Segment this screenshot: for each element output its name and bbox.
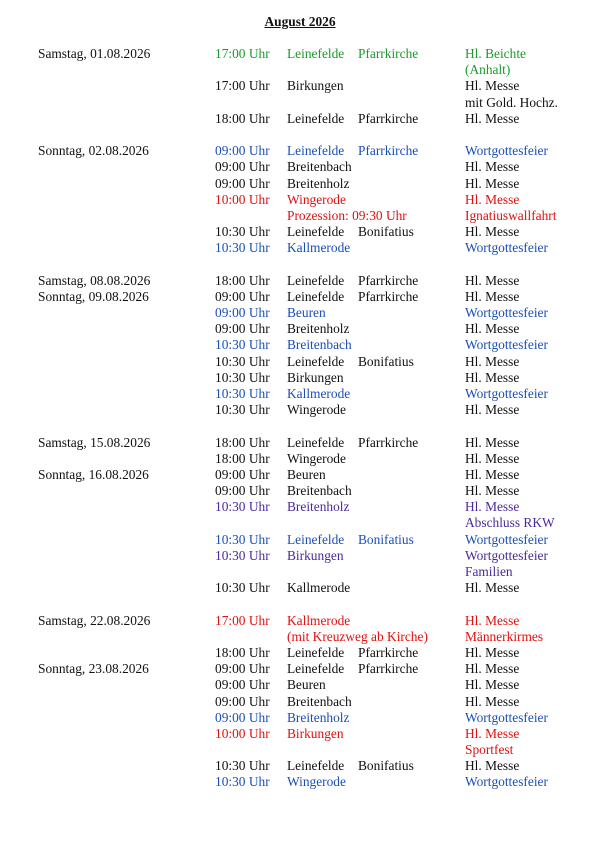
church-cell: Pfarrkirche — [358, 661, 419, 677]
place-cell: Kallmerode — [287, 580, 351, 596]
time-cell: 09:00 Uhr — [215, 159, 270, 175]
service-cell: Wortgottesfeier — [465, 531, 548, 547]
service-cell: Hl. Messe — [465, 402, 520, 418]
service-cell: mit Gold. Hochz. — [465, 94, 558, 110]
time-cell: 10:00 Uhr — [215, 725, 270, 741]
service-cell: Wortgottesfeier — [465, 385, 548, 401]
date-cell: Sonntag, 23.08.2026 — [38, 661, 149, 677]
section-gap — [0, 596, 600, 612]
schedule-line — [0, 515, 600, 531]
time-cell: 18:00 Uhr — [215, 644, 270, 660]
service-cell: Wortgottesfeier — [465, 774, 548, 790]
time-cell: 18:00 Uhr — [215, 272, 270, 288]
place-cell: Breitenbach — [287, 159, 352, 175]
church-cell: Pfarrkirche — [358, 434, 419, 450]
time-cell: 09:00 Uhr — [215, 305, 270, 320]
place-cell: Beuren — [287, 677, 326, 693]
date-cell: Sonntag, 02.08.2026 — [38, 143, 149, 159]
place-cell: Leinefelde — [287, 644, 345, 660]
schedule-line — [0, 710, 600, 726]
service-cell: Hl. Messe — [465, 159, 520, 175]
place-cell: Leinefelde — [287, 224, 345, 240]
service-cell: Hl. Messe — [465, 78, 520, 94]
place-cell: Breitenbach — [287, 483, 352, 499]
schedule-line — [0, 451, 600, 467]
time-cell: 10:30 Uhr — [215, 531, 270, 547]
service-cell: Hl. Messe — [465, 175, 520, 191]
service-cell: Wortgottesfeier — [465, 547, 548, 563]
time-cell: 09:00 Uhr — [215, 693, 270, 709]
service-cell: Hl. Messe — [465, 758, 520, 774]
place-cell: Birkungen — [287, 369, 344, 385]
time-cell: 18:00 Uhr — [215, 450, 270, 466]
place-cell: Breitenbach — [287, 337, 352, 353]
service-cell: Wortgottesfeier — [465, 240, 548, 256]
time-cell: 10:30 Uhr — [215, 547, 270, 563]
place-cell: Wingerode — [287, 191, 346, 207]
church-cell: Bonifatius — [358, 353, 414, 369]
time-cell: 10:30 Uhr — [215, 499, 270, 515]
schedule-line — [0, 742, 600, 758]
time-cell: 17:00 Uhr — [215, 78, 270, 94]
place-cell: Breitenbach — [287, 693, 352, 709]
schedule-line — [0, 176, 600, 192]
time-cell: 09:00 Uhr — [215, 288, 270, 304]
service-cell: Hl. Messe — [465, 450, 520, 466]
service-cell: Wortgottesfeier — [465, 305, 548, 320]
time-cell: 09:00 Uhr — [215, 143, 270, 159]
schedule-line — [0, 224, 600, 240]
place-cell: Leinefelde — [287, 288, 345, 304]
time-cell: 09:00 Uhr — [215, 483, 270, 499]
place-cell: Kallmerode — [287, 240, 351, 256]
schedule-line — [0, 159, 600, 175]
time-cell: 09:00 Uhr — [215, 466, 270, 482]
schedule-line — [0, 337, 600, 353]
time-cell: 10:30 Uhr — [215, 402, 270, 418]
service-cell: Ignatiuswallfahrt — [465, 207, 557, 223]
time-cell: 10:30 Uhr — [215, 774, 270, 790]
service-cell: Hl. Messe — [465, 191, 520, 207]
schedule-line — [0, 62, 600, 78]
time-cell: 09:00 Uhr — [215, 709, 270, 725]
service-cell: Hl. Messe — [465, 369, 520, 385]
schedule-line — [0, 402, 600, 418]
time-cell: 10:30 Uhr — [215, 369, 270, 385]
date-cell: Samstag, 08.08.2026 — [38, 272, 151, 288]
schedule-line — [0, 354, 600, 370]
time-cell: 10:30 Uhr — [215, 240, 270, 256]
schedule-line — [0, 289, 600, 305]
place-cell: Breitenholz — [287, 709, 350, 725]
church-cell: Bonifatius — [358, 758, 414, 774]
section-gap — [0, 127, 600, 143]
schedule-line — [0, 677, 600, 693]
service-cell: Hl. Messe — [465, 677, 520, 693]
service-cell: Hl. Messe — [465, 353, 520, 369]
time-cell: 10:00 Uhr — [215, 191, 270, 207]
church-cell: Pfarrkirche — [358, 143, 419, 159]
place-cell: Leinefelde — [287, 661, 345, 677]
place-cell: Leinefelde — [287, 353, 345, 369]
schedule-line — [0, 499, 600, 515]
service-cell: Hl. Messe — [465, 224, 520, 240]
service-cell: Wortgottesfeier — [465, 143, 548, 159]
date-cell: Samstag, 01.08.2026 — [38, 46, 151, 61]
schedule-line — [0, 467, 600, 483]
service-cell: Hl. Messe — [465, 110, 520, 126]
place-cell: Leinefelde — [287, 531, 345, 547]
church-cell: Pfarrkirche — [358, 272, 419, 288]
schedule-line — [0, 321, 600, 337]
service-cell: Hl. Messe — [465, 434, 520, 450]
schedule-line — [0, 661, 600, 677]
place-cell: Breitenholz — [287, 499, 350, 515]
service-cell: Hl. Messe — [465, 725, 520, 741]
schedule-line — [0, 143, 600, 159]
church-cell: Bonifatius — [358, 531, 414, 547]
place-cell: Kallmerode — [287, 612, 351, 628]
schedule-line — [0, 694, 600, 710]
service-cell: Abschluss RKW — [465, 515, 555, 531]
church-cell: Pfarrkirche — [358, 110, 419, 126]
service-cell: Sportfest — [465, 742, 514, 758]
place-cell: Leinefelde — [287, 110, 345, 126]
schedule-line — [0, 46, 600, 62]
time-cell: 09:00 Uhr — [215, 677, 270, 693]
time-cell: 10:30 Uhr — [215, 337, 270, 353]
service-cell: Hl. Beichte — [465, 46, 526, 61]
schedule-line — [0, 95, 600, 111]
schedule-line — [0, 483, 600, 499]
time-cell: 10:30 Uhr — [215, 224, 270, 240]
place-cell: Wingerode — [287, 402, 346, 418]
service-cell: Hl. Messe — [465, 612, 520, 628]
place-cell: Beuren — [287, 305, 326, 320]
service-cell: (Anhalt) — [465, 62, 511, 78]
schedule-line — [0, 613, 600, 629]
service-cell: Hl. Messe — [465, 693, 520, 709]
schedule-line — [0, 548, 600, 564]
schedule-line — [0, 111, 600, 127]
service-cell: Hl. Messe — [465, 288, 520, 304]
schedule-line — [0, 580, 600, 596]
schedule-line — [0, 386, 600, 402]
schedule-list — [0, 46, 600, 791]
place-cell: (mit Kreuzweg ab Kirche) — [287, 628, 428, 644]
schedule-line — [0, 370, 600, 386]
time-cell: 17:00 Uhr — [215, 46, 270, 61]
church-cell: Bonifatius — [358, 224, 414, 240]
church-cell: Pfarrkirche — [358, 46, 419, 61]
section-gap — [0, 418, 600, 434]
place-cell: Leinefelde — [287, 143, 345, 159]
place-cell: Breitenholz — [287, 175, 350, 191]
schedule-line — [0, 273, 600, 289]
place-cell: Wingerode — [287, 450, 346, 466]
time-cell: 18:00 Uhr — [215, 110, 270, 126]
date-cell: Samstag, 22.08.2026 — [38, 612, 151, 628]
schedule-line — [0, 192, 600, 208]
time-cell: 10:30 Uhr — [215, 580, 270, 596]
section-gap — [0, 256, 600, 272]
service-cell: Hl. Messe — [465, 272, 520, 288]
time-cell: 09:00 Uhr — [215, 175, 270, 191]
time-cell: 09:00 Uhr — [215, 321, 270, 337]
service-cell: Hl. Messe — [465, 580, 520, 596]
church-cell: Pfarrkirche — [358, 644, 419, 660]
time-cell: 10:30 Uhr — [215, 385, 270, 401]
place-cell: Kallmerode — [287, 385, 351, 401]
service-cell: Hl. Messe — [465, 661, 520, 677]
schedule-line — [0, 240, 600, 256]
time-cell: 10:30 Uhr — [215, 353, 270, 369]
service-cell: Wortgottesfeier — [465, 337, 548, 353]
schedule-line — [0, 758, 600, 774]
date-cell: Sonntag, 16.08.2026 — [38, 466, 149, 482]
place-cell: Leinefelde — [287, 434, 345, 450]
service-cell: Männerkirmes — [465, 628, 544, 644]
place-cell: Leinefelde — [287, 272, 345, 288]
place-cell: Leinefelde — [287, 46, 345, 61]
time-cell: 10:30 Uhr — [215, 758, 270, 774]
schedule-line — [0, 208, 600, 224]
schedule-line — [0, 774, 600, 790]
place-cell: Birkungen — [287, 547, 344, 563]
place-cell: Prozession: 09:30 Uhr — [287, 207, 407, 223]
place-cell: Birkungen — [287, 725, 344, 741]
time-cell: 18:00 Uhr — [215, 434, 270, 450]
date-cell: Samstag, 15.08.2026 — [38, 434, 151, 450]
schedule-line — [0, 564, 600, 580]
place-cell: Beuren — [287, 466, 326, 482]
church-cell: Pfarrkirche — [358, 288, 419, 304]
schedule-line — [0, 435, 600, 451]
schedule-line — [0, 645, 600, 661]
place-cell: Breitenholz — [287, 321, 350, 337]
time-cell: 09:00 Uhr — [215, 661, 270, 677]
date-cell: Sonntag, 09.08.2026 — [38, 288, 149, 304]
schedule-line — [0, 78, 600, 94]
service-cell: Familien — [465, 564, 513, 579]
schedule-line — [0, 629, 600, 645]
service-cell: Hl. Messe — [465, 321, 520, 337]
service-cell: Hl. Messe — [465, 499, 520, 515]
time-cell: 17:00 Uhr — [215, 612, 270, 628]
page-title: August 2026 — [264, 14, 336, 29]
place-cell: Birkungen — [287, 78, 344, 94]
service-cell: Hl. Messe — [465, 483, 520, 499]
service-cell: Hl. Messe — [465, 466, 520, 482]
schedule-line — [0, 726, 600, 742]
schedule-line — [0, 305, 600, 321]
service-cell: Wortgottesfeier — [465, 709, 548, 725]
schedule-line — [0, 532, 600, 548]
service-cell: Hl. Messe — [465, 644, 520, 660]
place-cell: Leinefelde — [287, 758, 345, 774]
place-cell: Wingerode — [287, 774, 346, 790]
